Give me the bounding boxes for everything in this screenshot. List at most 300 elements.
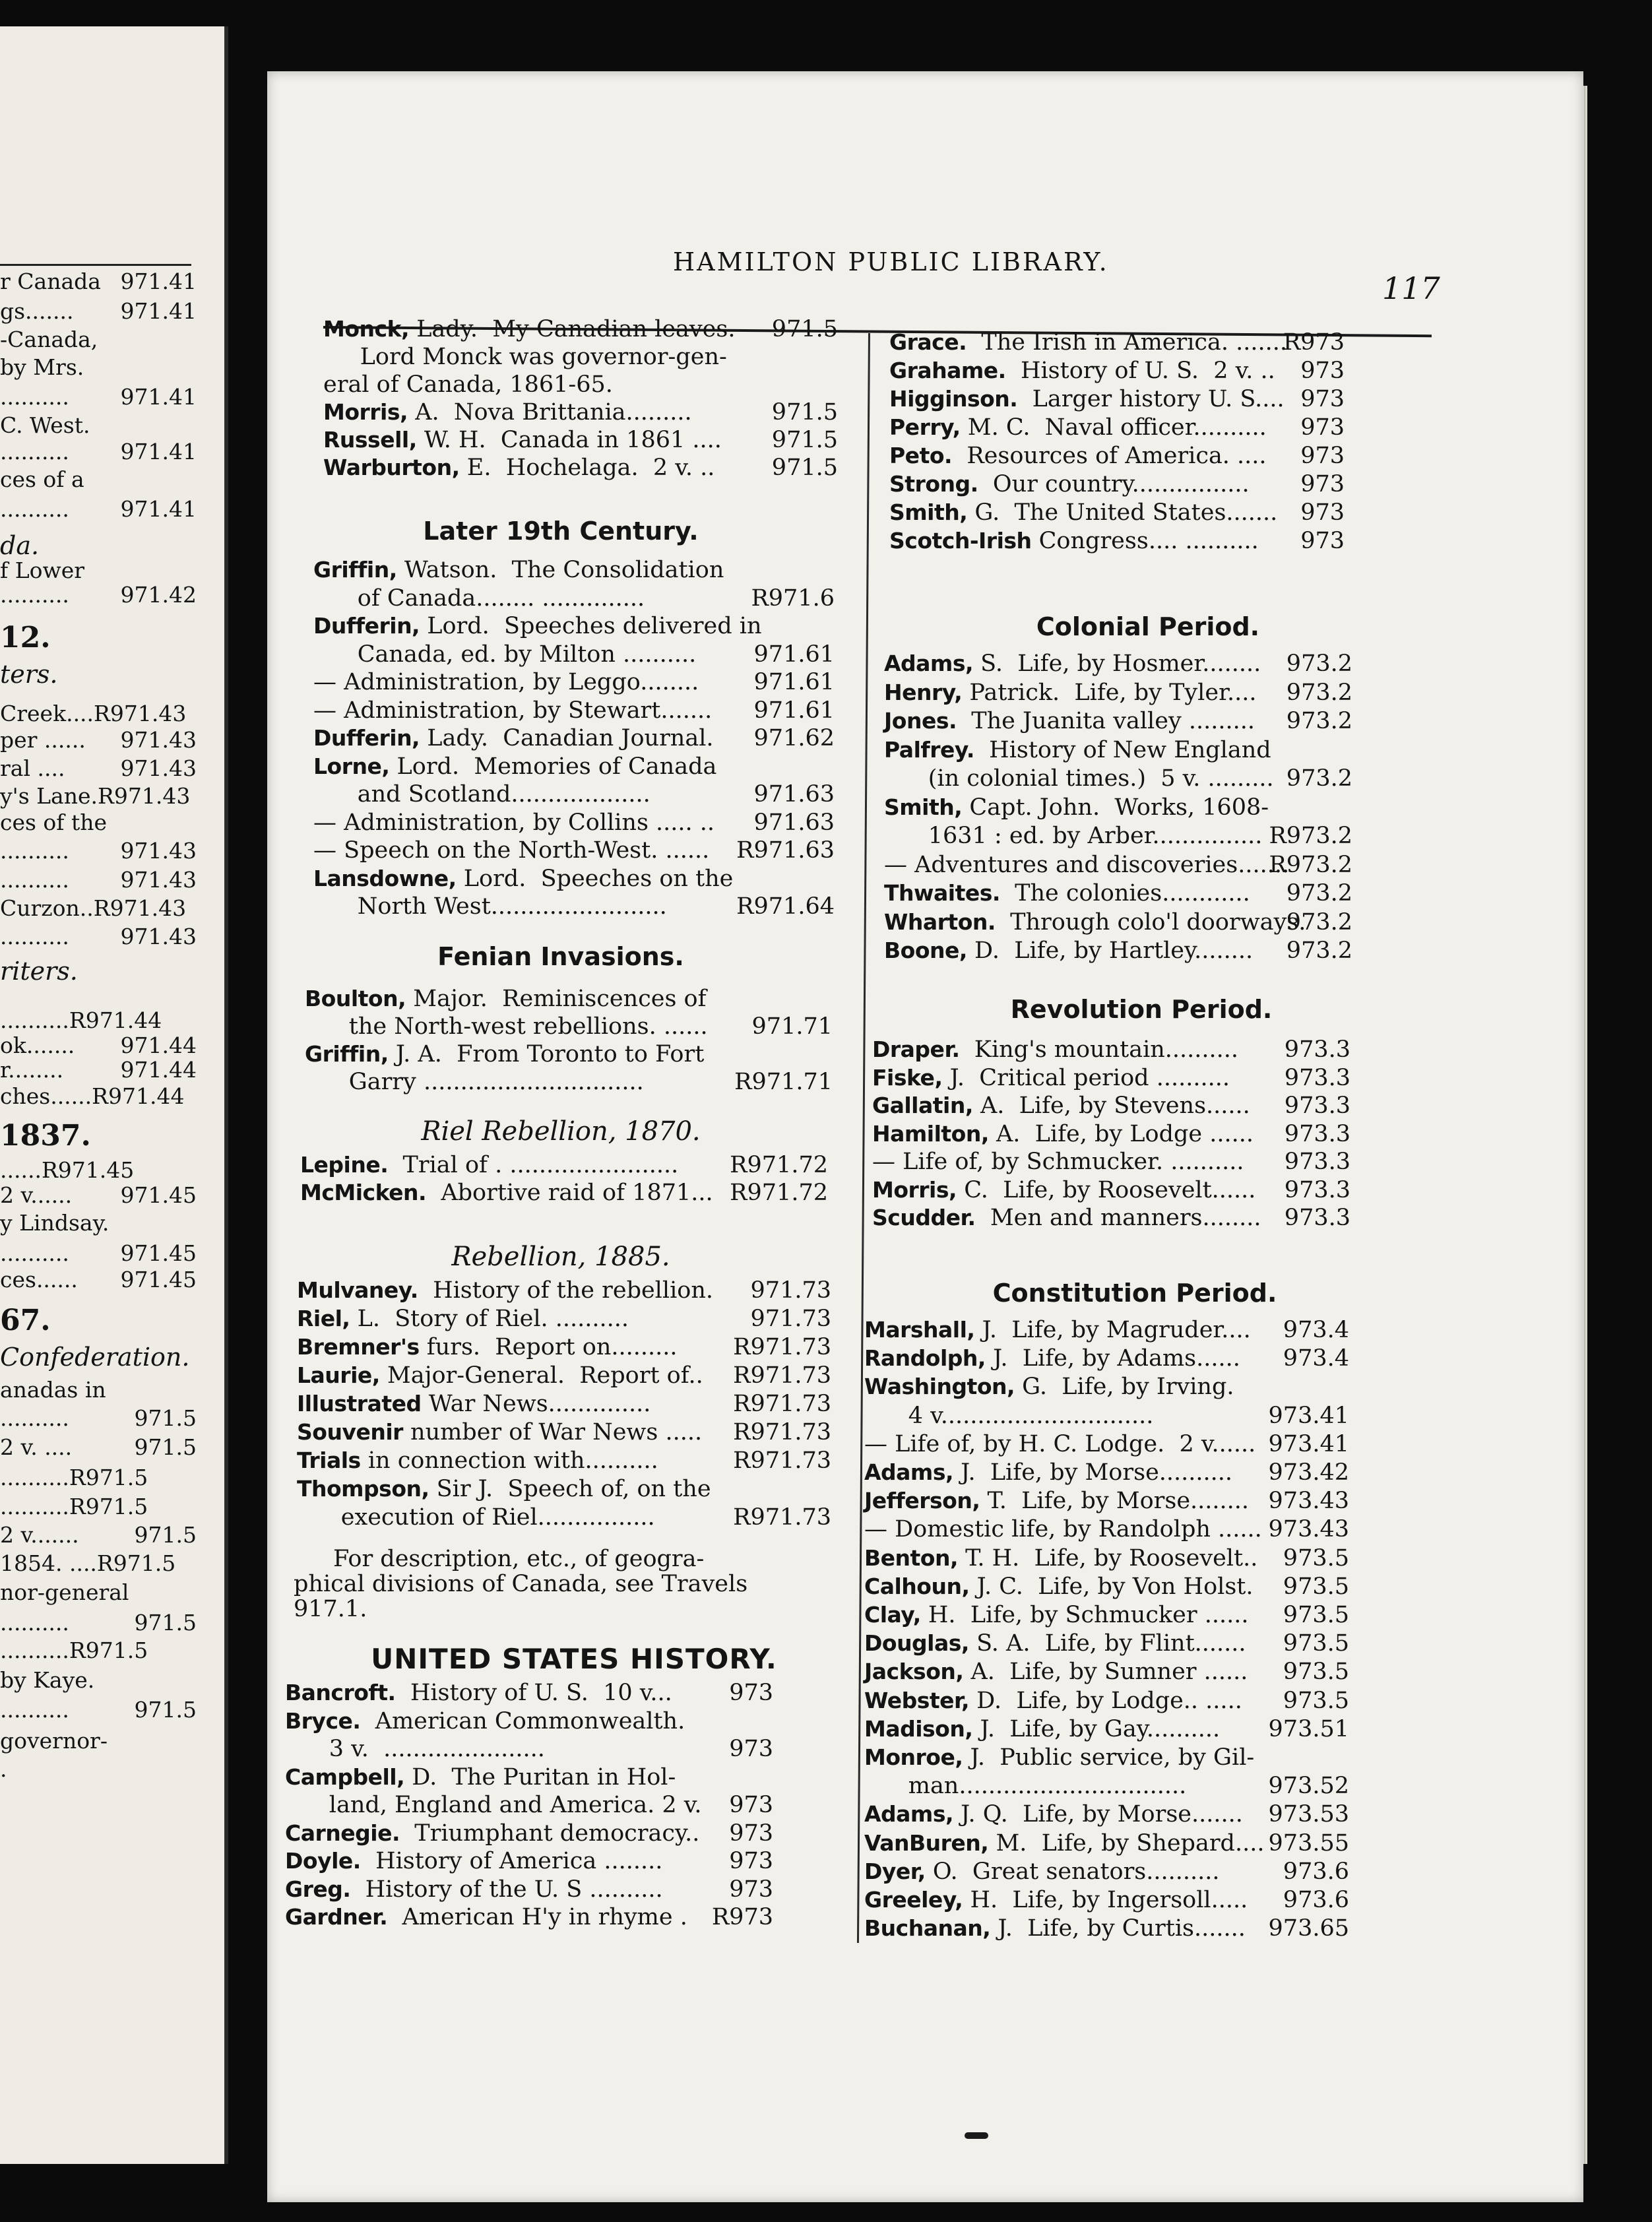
entry-title: execution of Riel................ (297, 1504, 655, 1531)
catalog-entry (864, 1772, 1349, 1800)
entry-title: J. Life, by Adams...... (985, 1345, 1240, 1372)
left-page-line (0, 1181, 205, 1210)
catalog-entry (864, 1687, 1349, 1715)
left-line-call-number: 971.44 (120, 1057, 197, 1083)
entry-title: Lord Monck was governor-gen- (323, 344, 727, 370)
entry-call-number: 973.5 (1283, 1602, 1349, 1628)
entry-author: Greg. (285, 1876, 351, 1902)
left-page-line (0, 1433, 205, 1462)
entry-call-number: R971.73 (733, 1334, 831, 1360)
entry-title: and Scotland................... (313, 781, 651, 808)
entry-title: — Administration, by Leggo........ (313, 669, 699, 695)
entry-title: Garry .............................. (305, 1069, 644, 1095)
entry-text (285, 1876, 663, 1903)
left-line-call-number: 971.41 (120, 439, 197, 464)
entry-author: Peto. (889, 443, 953, 468)
catalog-entry (285, 1679, 773, 1707)
entry-text (884, 736, 1271, 764)
entry-author: Scotch-Irish (889, 528, 1032, 554)
entry-text (864, 1829, 1264, 1857)
entry-title: A. Life, by Lodge ...... (988, 1120, 1254, 1147)
entry-text (300, 1151, 678, 1179)
left-page-line (0, 1666, 205, 1695)
entry-title: Lord. Speeches on the (456, 865, 734, 892)
entry-call-number: 973.2 (1286, 908, 1352, 936)
entry-text (305, 1013, 708, 1040)
left-line-text: gs....... (0, 298, 74, 324)
entry-text (864, 1345, 1240, 1372)
section-heading: Rebellion, 1885. (451, 1242, 670, 1272)
left-page-line (0, 1343, 205, 1372)
entry-text (864, 1630, 1246, 1657)
entry-text (864, 1915, 1246, 1942)
entry-call-number: 973 (729, 1820, 773, 1847)
section-heading: Revolution Period. (1010, 995, 1273, 1024)
entry-call-number: R971.73 (733, 1447, 831, 1474)
entry-title: eral of Canada, 1861-65. (323, 371, 613, 398)
entry-call-number: 973.53 (1268, 1801, 1349, 1828)
catalog-entry (285, 1735, 773, 1763)
entry-author: Grahame. (889, 358, 1006, 383)
entry-author: Warburton, (323, 455, 460, 480)
entry-title: D. The Puritan in Hol- (404, 1763, 676, 1791)
catalog-entry (297, 1418, 831, 1446)
entry-title: Watson. The Consolidation (397, 557, 724, 583)
left-page-line (0, 1521, 205, 1550)
entry-title: furs. Report on......... (419, 1334, 678, 1360)
left-line-call-number: 971.45 (120, 1267, 197, 1292)
entry-author: Riel, (297, 1306, 350, 1331)
entry-title: War News.............. (421, 1391, 651, 1417)
left-page-line (0, 1265, 205, 1294)
catalog-entry (285, 1707, 773, 1735)
entry-title: J. Life, by Morse.......... (953, 1459, 1233, 1486)
entry-call-number: 971.73 (750, 1277, 831, 1304)
entry-call-number: 973.43 (1268, 1488, 1349, 1515)
left-line-text: ces...... (0, 1267, 78, 1292)
entry-author: Smith, (884, 794, 963, 820)
entry-text (872, 1148, 1244, 1176)
left-page-line (0, 623, 205, 652)
left-page-line (0, 1755, 205, 1784)
catalog-entry (313, 612, 835, 640)
catalog-entry (313, 893, 835, 920)
left-page-line (0, 1122, 205, 1151)
entry-text (297, 1475, 711, 1503)
entry-text (872, 1204, 1261, 1232)
entry-text (313, 753, 716, 780)
entry-title: Major. Reminiscences of (406, 986, 707, 1012)
catalog-entry (323, 398, 838, 426)
catalog-entry (305, 1040, 833, 1068)
entry-author: Thwaites. (884, 880, 1000, 906)
entry-text (313, 556, 724, 584)
catalog-entry (313, 641, 835, 668)
entry-text (323, 371, 613, 398)
entry-author: Monroe, (864, 1744, 963, 1770)
entry-author: Trials (297, 1447, 361, 1473)
entry-text (884, 879, 1250, 907)
page-number: 117 (1382, 270, 1440, 306)
entry-title: History of New England (974, 736, 1271, 763)
entry-title: — Domestic life, by Randolph ...... (864, 1516, 1262, 1543)
catalog-entry (864, 1829, 1349, 1857)
left-page-line (0, 957, 205, 986)
cross-reference-note: 917.1. (294, 1596, 367, 1622)
catalog-entry (872, 1120, 1350, 1148)
left-line-text: ces of a (0, 466, 84, 492)
catalog-entry (285, 1763, 773, 1791)
catalog-entry (884, 851, 1352, 879)
entry-author: Gardner. (285, 1904, 388, 1930)
left-line-text: ches......R971.44 (0, 1083, 185, 1109)
left-page-line (0, 1239, 205, 1268)
left-page-line (0, 782, 205, 811)
left-page-line (0, 495, 205, 524)
catalog-entry (884, 765, 1352, 792)
entry-author: Jackson, (864, 1659, 964, 1685)
entry-call-number: R973 (1283, 329, 1345, 356)
entry-call-number: 973.3 (1284, 1036, 1350, 1063)
catalog-entry (884, 879, 1352, 907)
entry-title: Our country................ (978, 471, 1250, 497)
catalog-entry (300, 1179, 828, 1207)
catalog-entry (300, 1151, 828, 1179)
left-line-call-number: 971.5 (134, 1522, 197, 1548)
left-page-line (0, 1306, 205, 1335)
left-line-text: by Kaye. (0, 1667, 95, 1693)
left-line-text: by Mrs. (0, 354, 84, 380)
entry-text (300, 1179, 713, 1207)
entry-call-number: 973 (729, 1848, 773, 1874)
left-line-text: f Lower (0, 557, 85, 583)
catalog-entry (884, 707, 1352, 735)
entry-call-number: R971.73 (733, 1504, 831, 1531)
catalog-entry (884, 822, 1352, 850)
catalog-entry (864, 1316, 1349, 1344)
entry-call-number: 973.3 (1284, 1120, 1350, 1147)
entry-text (313, 780, 651, 808)
entry-author: Greeley, (864, 1887, 963, 1913)
entry-call-number: 973.41 (1268, 1430, 1349, 1457)
left-line-text: ......R971.45 (0, 1157, 135, 1183)
entry-text (864, 1373, 1234, 1401)
entry-title: Triumphant democracy.. (400, 1820, 700, 1847)
catalog-entry (313, 865, 835, 893)
catalog-entry (864, 1544, 1349, 1572)
catalog-entry (285, 1876, 773, 1903)
catalog-entry (864, 1858, 1349, 1886)
catalog-entry (884, 908, 1352, 936)
entry-call-number: 973.2 (1286, 765, 1352, 792)
entry-author: Boulton, (305, 986, 406, 1011)
left-line-text: ..........R971.5 (0, 1494, 148, 1519)
entry-author: Illustrated (297, 1391, 422, 1416)
left-page-line (0, 660, 205, 689)
catalog-entry (884, 679, 1352, 707)
entry-call-number: 973.43 (1268, 1516, 1349, 1543)
entry-author: Buchanan, (864, 1915, 991, 1942)
left-line-text: 1854. ....R971.5 (0, 1550, 176, 1576)
entry-title: Sir J. Speech of, on the (429, 1476, 711, 1502)
entry-text (884, 851, 1289, 879)
entry-text (889, 499, 1277, 526)
catalog-entry (872, 1036, 1350, 1063)
catalog-entry (313, 837, 835, 864)
entry-call-number: R971.64 (736, 893, 835, 920)
entry-title: Lord. Speeches delivered in (420, 613, 762, 639)
entry-call-number: R971.73 (733, 1391, 831, 1417)
entry-author: Douglas, (864, 1630, 969, 1657)
catalog-entry (305, 1013, 833, 1040)
entry-author: Boone, (884, 937, 967, 963)
left-line-call-number: 971.41 (120, 384, 197, 410)
entry-author: Higginson. (889, 386, 1018, 412)
entry-title: — Administration, by Stewart....... (313, 697, 713, 724)
entry-call-number: 971.73 (750, 1306, 831, 1332)
left-line-text: Confederation. (0, 1343, 190, 1372)
entry-title: American H'y in rhyme . (387, 1904, 687, 1930)
entry-author: Strong. (889, 471, 978, 497)
entry-text (313, 809, 715, 837)
entry-call-number: R971.72 (730, 1180, 828, 1206)
entry-author: Grace. (889, 329, 967, 355)
entry-author: Mulvaney. (297, 1277, 418, 1303)
entry-title: M. C. Naval officer.......... (960, 414, 1267, 441)
entry-title: 4 v............................. (864, 1402, 1154, 1429)
entry-author: Gallatin, (872, 1093, 973, 1118)
entry-call-number: 973.3 (1284, 1176, 1350, 1203)
left-line-text: .......... (0, 1697, 69, 1723)
section-heading: Colonial Period. (1036, 612, 1260, 641)
left-page-line (0, 465, 205, 494)
entry-text (864, 1886, 1248, 1914)
entry-text (864, 1658, 1248, 1686)
entry-text (889, 329, 1287, 356)
entry-author: Draper. (872, 1036, 960, 1062)
catalog-entry (313, 753, 835, 780)
entry-title: History of the rebellion. (418, 1277, 714, 1304)
entry-text (313, 893, 667, 920)
catalog-entry (313, 780, 835, 808)
entry-title: W. H. Canada in 1861 .... (416, 427, 722, 453)
left-line-text: 1837. (0, 1122, 91, 1151)
entry-title: J. Critical period .......... (942, 1064, 1230, 1091)
catalog-entry (305, 985, 833, 1013)
catalog-entry (864, 1744, 1349, 1771)
left-page-line (0, 1608, 205, 1637)
entry-author: Bancroft. (285, 1680, 396, 1705)
entry-text (297, 1305, 629, 1333)
entry-author: Randolph, (864, 1345, 986, 1372)
entry-author: Russell, (323, 427, 417, 453)
entry-title: 1631 : ed. by Arber............... (884, 823, 1263, 849)
entry-author: Dyer, (864, 1858, 926, 1884)
entry-call-number: 973.5 (1283, 1687, 1349, 1714)
left-line-call-number: 971.5 (134, 1405, 197, 1431)
left-line-text: .......... (0, 582, 69, 608)
entry-call-number: 973 (729, 1736, 773, 1762)
left-line-text: ral .... (0, 755, 65, 781)
entry-text (884, 707, 1255, 735)
entry-call-number: 971.71 (751, 1013, 833, 1040)
running-head: HAMILTON PUBLIC LIBRARY. (673, 247, 1109, 276)
left-page-line (0, 699, 205, 728)
catalog-entry (872, 1204, 1350, 1232)
catalog-entry (864, 1800, 1349, 1828)
entry-title: the North-west rebellions. ...... (305, 1013, 708, 1040)
entry-author: Washington, (864, 1374, 1015, 1400)
left-line-text: riters. (0, 957, 78, 986)
entry-call-number: 973 (1300, 443, 1345, 469)
left-line-text: -Canada, (0, 327, 98, 352)
left-line-text: .......... (0, 838, 69, 864)
catalog-entry (884, 736, 1352, 764)
entry-title: S. Life, by Hosmer........ (973, 651, 1261, 677)
catalog-entry (864, 1630, 1349, 1657)
entry-call-number: 973.51 (1268, 1715, 1349, 1742)
entry-title: The Irish in America. ....... (967, 329, 1288, 356)
entry-text (889, 385, 1285, 413)
entry-author: Scudder. (872, 1205, 976, 1230)
entry-author: Lansdowne, (313, 865, 457, 891)
entry-title: D. Life, by Hartley........ (967, 937, 1254, 964)
entry-text (884, 650, 1261, 678)
entry-text (864, 1316, 1251, 1344)
left-page-line (0, 1578, 205, 1607)
entry-text (313, 837, 709, 864)
entry-text (884, 679, 1256, 707)
ink-mark (965, 2132, 988, 2139)
entry-call-number: 973.6 (1283, 1858, 1349, 1885)
entry-title: A. Life, by Sumner ...... (963, 1659, 1248, 1686)
entry-call-number: 971.61 (753, 641, 835, 668)
catalog-entry (305, 1068, 833, 1096)
entry-text (889, 414, 1267, 441)
entry-title: — Speech on the North-West. ...... (313, 837, 710, 864)
catalog-entry (864, 1430, 1349, 1458)
left-page-line (0, 1727, 205, 1756)
left-page-line (0, 353, 205, 382)
entry-call-number: 973.4 (1283, 1345, 1349, 1372)
left-line-text: 2 v. .... (0, 1434, 73, 1460)
left-page-line (0, 1376, 205, 1405)
entry-text (323, 398, 692, 426)
catalog-entry (285, 1903, 773, 1931)
left-line-call-number: 971.43 (120, 727, 197, 753)
entry-text (864, 1744, 1254, 1771)
entry-title: man............................... (864, 1773, 1187, 1800)
entry-text (323, 315, 735, 343)
entry-call-number: 971.5 (771, 399, 838, 426)
left-page-line (0, 726, 205, 755)
catalog-entry (297, 1305, 831, 1333)
entry-title: Men and manners........ (975, 1205, 1261, 1231)
left-line-text: .......... (0, 496, 69, 522)
left-page-line (0, 808, 205, 837)
left-line-text: r Canada (0, 269, 101, 294)
catalog-entry (864, 1459, 1349, 1486)
entry-author: Smith, (889, 499, 968, 525)
left-line-text: .......... (0, 867, 69, 893)
left-page-line (0, 437, 205, 466)
entry-text (297, 1504, 655, 1531)
catalog-entry (889, 385, 1345, 413)
left-line-call-number: 971.43 (120, 867, 197, 893)
catalog-entry (872, 1064, 1350, 1092)
entry-text (884, 822, 1262, 850)
entry-call-number: 973 (1300, 471, 1345, 497)
catalog-entry (884, 937, 1352, 965)
entry-text (297, 1277, 713, 1304)
entry-text (285, 1679, 672, 1707)
entry-title: D. Life, by Lodge.. ..... (969, 1687, 1242, 1714)
left-page-line (0, 383, 205, 412)
catalog-entry (323, 343, 838, 371)
entry-text (285, 1707, 685, 1735)
entry-title: History of the U. S .......... (350, 1876, 663, 1903)
entry-title: — Administration, by Collins ..... .. (313, 809, 715, 836)
entry-text (872, 1176, 1255, 1204)
entry-call-number: 973.5 (1283, 1630, 1349, 1657)
entry-text (864, 1544, 1257, 1572)
entry-text (313, 697, 712, 724)
left-line-call-number: 971.41 (120, 298, 197, 324)
left-line-call-number: 971.45 (120, 1240, 197, 1266)
catalog-entry (864, 1886, 1349, 1914)
entry-call-number: R971.72 (730, 1152, 828, 1178)
entry-text (305, 1040, 704, 1068)
left-line-text: Curzon..R971.43 (0, 895, 187, 921)
entry-text (864, 1515, 1262, 1543)
entry-text (297, 1333, 678, 1361)
catalog-entry (864, 1573, 1349, 1601)
entry-title: in connection with.......... (360, 1447, 658, 1474)
entry-author: Carnegie. (285, 1820, 400, 1846)
entry-author: Palfrey. (884, 736, 974, 763)
entry-title: G. Life, by Irving. (1015, 1374, 1234, 1401)
entry-title: 3 v. ...................... (285, 1736, 545, 1762)
left-line-call-number: 971.5 (134, 1610, 197, 1635)
left-line-text: C. West. (0, 412, 90, 438)
left-line-text: 67. (0, 1306, 51, 1335)
left-line-text: da. (0, 531, 40, 560)
catalog-entry (297, 1504, 831, 1531)
entry-author: VanBuren, (864, 1829, 989, 1856)
entry-title: A. Life, by Stevens...... (972, 1093, 1250, 1119)
entry-author: Benton, (864, 1544, 959, 1571)
left-page-line (0, 1209, 205, 1238)
entry-text (889, 357, 1275, 385)
entry-author: Bryce. (285, 1707, 361, 1734)
catalog-entry (889, 442, 1345, 470)
entry-text (864, 1800, 1243, 1828)
catalog-entry (313, 809, 835, 837)
catalog-entry (323, 454, 838, 482)
entry-text (285, 1820, 699, 1847)
entry-author: Hamilton, (872, 1120, 989, 1147)
entry-call-number: 971.5 (771, 427, 838, 453)
catalog-entry (297, 1475, 831, 1503)
entry-title: Congress.... .......... (1031, 528, 1259, 554)
entry-title: S. A. Life, by Flint....... (969, 1630, 1246, 1657)
entry-text (884, 794, 1269, 821)
left-page-line (0, 922, 205, 951)
left-line-text: . (0, 1756, 7, 1782)
entry-text (313, 865, 733, 893)
entry-call-number: 973 (1300, 528, 1345, 554)
left-page-line (0, 581, 205, 610)
